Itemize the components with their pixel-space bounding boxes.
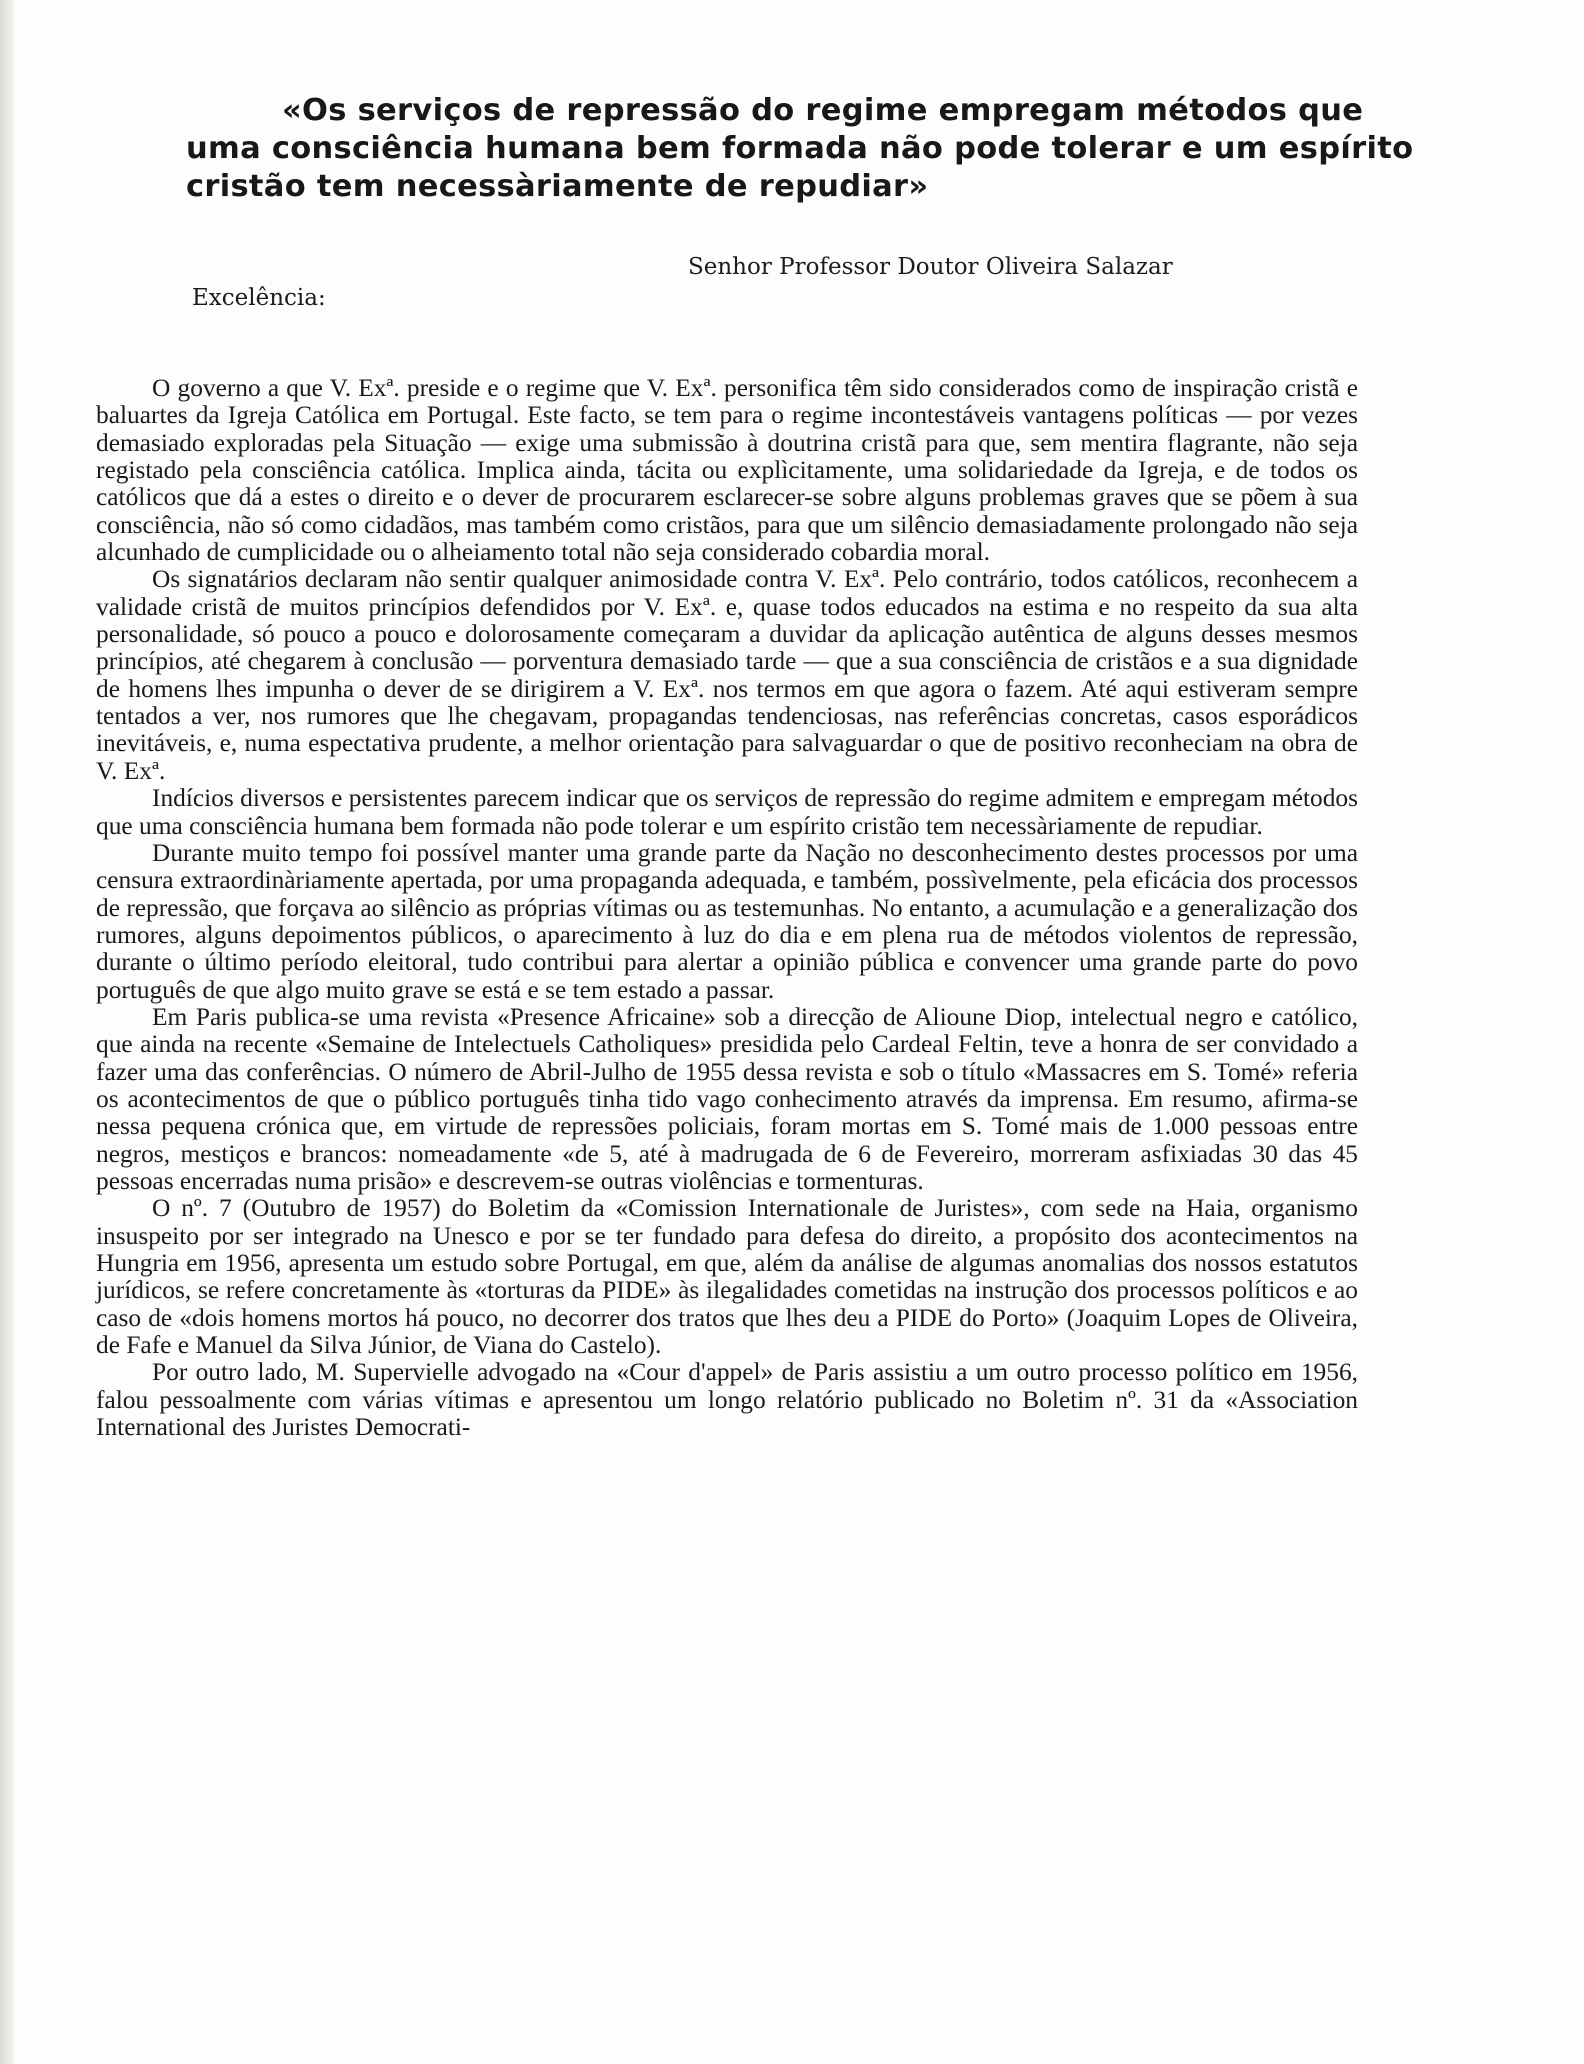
paragraph-5: Em Paris publica-se uma revista «Presence Africaine» sob a direcção de Alioune Diop, intelectual negro e católico, que ainda na recente «Semaine de Intelectuels Catholiques» presidida pelo Cardeal Feltin, teve a honra de ser convidado a fazer uma das conferências. O número de Abril-Julho de 1955 dessa revista e sob o título «Massacres em S. Tomé» referia os acontecimentos de que o público português tinha tido vago conhecimento através da imprensa. Em resumo, afirma-se nessa pequena crónica que, em virtude de repressões policiais, foram mortas em S. Tomé mais de 1.000 pessoas entre negros, mestiços e brancos: nomeadamente «de 5, até à madrugada de 6 de Fevereiro, morreram asfixiadas 30 das 45 pessoas encerradas numa prisão» e descrevem-se outras violências e tormenturas. — [96, 1002, 1358, 1195]
paragraph-1: O governo a que V. Exª. preside e o regime que V. Exª. personifica têm sido considerados como de inspiração cristã e baluartes da Igreja Católica em Portugal. Este facto, se tem para o regime incontestáveis vantagens políticas — por vezes demasiado exploradas pela Situação — exige uma submissão à doutrina cristã para que, sem mentira flagrante, não seja registado pela consciência católica. Implica ainda, tácita ou explìcitamente, uma solidariedade da Igreja, e de todos os católicos que dá a estes o direito e o dever de procurarem esclarecer-se sobre alguns problemas graves que se põem à sua consciência, não só como cidadãos, mas também como cristãos, para que um silêncio demasiadamente prolongado não seja alcunhado de cumplicidade ou o alheiamento total não seja considerado cobardia moral. — [96, 374, 1358, 567]
paragraph-6: O nº. 7 (Outubro de 1957) do Boletim da «Comission Internationale de Juristes», com sede na Haia, organismo insuspeito por ser integrado na Unesco e por se ter fundado para defesa do direito, a propósito dos acontecimentos na Hungria em 1956, apresenta um estudo sobre Portugal, em que, além da análise de algumas anomalias dos nossos estatutos jurídicos, se refere concretamente às «torturas da PIDE» às ilegalidades cometidas na instrução dos processos políticos e ao caso de «dois homens mortos há pouco, no decorrer dos tratos que lhes deu a PIDE do Porto» (Joaquim Lopes de Oliveira, de Fafe e Manuel da Silva Júnior, de Viana do Castelo). — [96, 1194, 1358, 1360]
paragraph-4: Durante muito tempo foi possível manter uma grande parte da Nação no desconhecimento destes processos por uma censura extraordinàriamente apertada, por uma propaganda adequada, e também, possìvelmente, pela eficácia dos processos de repressão, que forçava ao silêncio as próprias vítimas ou as testemunhas. No entanto, a acumulação e a generalização dos rumores, alguns depoimentos públicos, o aparecimento à luz do dia e em plena rua de métodos violentos de repressão, durante o último período eleitoral, tudo contribui para alertar a opinião pública e convencer uma grande parte do povo português de que algo muito grave se está e se tem estado a passar. — [96, 838, 1358, 1004]
headline-line-2: uma consciência humana bem formada não pode tolerar e um espírito — [186, 131, 1414, 166]
paragraph-3: Indícios diversos e persistentes parecem indicar que os serviços de repressão do regime admitem e empregam métodos que uma consciência humana bem formada não pode tolerar e um espírito cristão tem necessàriamente de repudiar. — [96, 784, 1358, 840]
paragraph-2: Os signatários declaram não sentir qualquer animosidade contra V. Exª. Pelo contrário, todos católicos, reconhecem a validade cristã de muitos princípios defendidos por V. Exª. e, quase todos educados na estima e no respeito da sua alta personalidade, só pouco a pouco e dolorosamente começaram a duvidar da aplicação autêntica de alguns desses mesmos princípios, até chegarem à conclusão — porventura demasiado tarde — que a sua consciência de cristãos e a sua dignidade de homens lhes impunha o dever de se dirigirem a V. Exª. nos termos em que agora o fazem. Até aqui estiveram sempre tentados a ver, nos rumores que lhe chegavam, propagandas tendenciosas, nas referências concretas, casos esporádicos inevitáveis, e, numa espectativa prudente, a melhor orientação para salvaguardar o que de positivo reconheciam na obra de V. Exª. — [96, 565, 1358, 785]
letter-body — [96, 375, 1358, 1441]
paragraph-7: Por outro lado, M. Supervielle advogado na «Cour d'appel» de Paris assistiu a um outro processo político em 1956, falou pessoalmente com várias vítimas e apresentou um longo relatório publicado no Boletim nº. 31 da «Association International des Juristes Democrati- — [96, 1358, 1358, 1442]
scan-edge — [0, 0, 14, 2064]
headline-line-1: «Os serviços de repressão do regime empregam métodos que — [282, 93, 1364, 128]
salutation: Excelência: — [192, 285, 326, 311]
headline-line-3: cristão tem necessàriamente de repudiar» — [186, 169, 929, 204]
headline — [186, 92, 1414, 206]
addressee: Senhor Professor Doutor Oliveira Salazar — [688, 254, 1173, 280]
